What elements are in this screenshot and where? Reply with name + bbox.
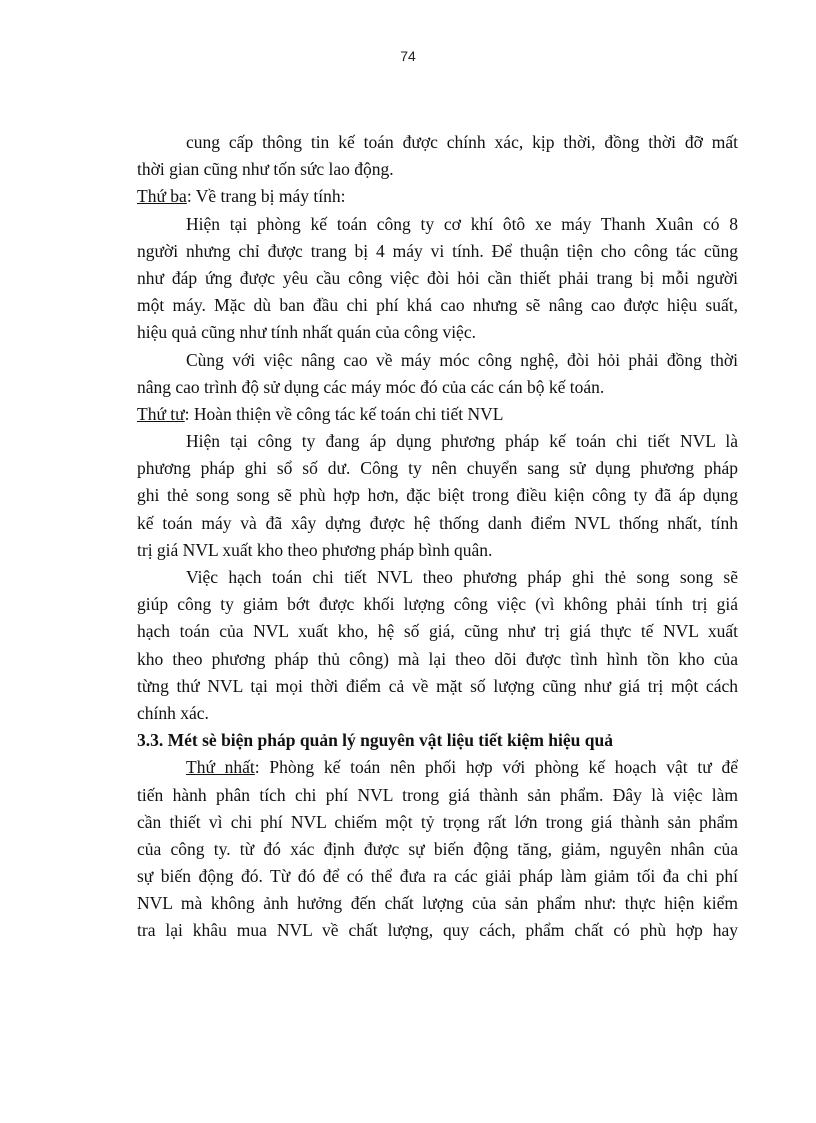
text-line: Việc hạch toán chi tiết NVL theo phương pháp ghi thẻ song song sẽ — [186, 567, 738, 587]
page-number: 74 — [400, 48, 416, 64]
text-line: giúp công ty giảm bớt được khối lượng công việc (vì không phải tính trị giá — [137, 594, 738, 615]
section-thu-ba — [137, 183, 738, 210]
text-line: ghi thẻ song song sẽ phù hợp hơn, đặc biệt trong điều kiện công ty đã áp dụng — [137, 485, 738, 506]
text-line: phương pháp ghi sổ số dư. Công ty nên chuyển sang sử dụng phương pháp — [137, 458, 738, 479]
text-line: hiệu quả cũng như tính nhất quán của công việc. — [137, 322, 476, 343]
text-line: cung cấp thông tin kế toán được chính xác, kịp thời, đồng thời đỡ mất — [186, 132, 738, 152]
text-line: kế toán máy và đã xây dựng được hệ thống danh điểm NVL thống nhất, tính — [137, 512, 738, 533]
section-thu-tu — [137, 401, 738, 428]
text-line: Hiện tại công ty đang áp dụng phương pháp kế toán chi tiết NVL là — [186, 431, 738, 452]
text-line: trị giá NVL xuất kho theo phương pháp bình quân. — [137, 539, 493, 560]
section-thu-nhat — [137, 754, 738, 781]
text-line: một máy. Mặc dù ban đầu chi phí khá cao nhưng sẽ nâng cao được hiệu suất, — [137, 295, 738, 316]
section-heading: 3.3. Mét sè biện pháp quản lý nguyên vật liệu tiết kiệm hiệu quả — [137, 730, 613, 751]
text-line: của công ty. từ đó xác định được sự biến động tăng, giảm, nguyên nhân của — [137, 838, 738, 859]
text-line: nâng cao trình độ sử dụng các máy móc đó của các cán bộ kế toán. — [137, 376, 605, 397]
text-line: kho theo phương pháp thủ công) mà lại theo dõi được tình hình tồn kho của — [137, 648, 738, 669]
section-label: Thứ nhất — [186, 757, 255, 778]
text-line: hạch toán của NVL xuất kho, hệ số giá, cũng như trị giá thực tế NVL xuất — [137, 621, 738, 642]
document-body — [137, 129, 738, 945]
text-line: sự biến động đó. Từ đó để có thể đưa ra các giải pháp làm giảm tối đa chi phí — [137, 866, 738, 887]
text-line: từng thứ NVL tại mọi thời điểm cả về mặt số lượng cũng như giá trị một cách — [137, 675, 738, 696]
text-line: tra lại khâu mua NVL về chất lượng, quy cách, phẩm chất có phù hợp hay — [137, 920, 738, 941]
section-title: : Phòng kế toán nên phối hợp với phòng kế hoạch vật tư để — [254, 757, 738, 778]
section-label: Thứ tư — [137, 403, 185, 424]
text-line: như đáp ứng được yêu cầu công việc đòi hỏi cần thiết phải trang bị mỗi người — [137, 267, 738, 288]
text-line: Cùng với việc nâng cao về máy móc công nghệ, đòi hỏi phải đồng thời — [186, 349, 738, 370]
section-label: Thứ ba — [137, 186, 187, 207]
section-title: : Về trang bị máy tính: — [186, 186, 346, 207]
text-line: chính xác. — [137, 702, 209, 723]
text-line: cần thiết vì chi phí NVL chiếm một tỷ trọng rất lớn trong giá thành sản phẩm — [137, 811, 738, 832]
text-line: Hiện tại phòng kế toán công ty cơ khí ôtô xe máy Thanh Xuân có 8 — [186, 213, 738, 234]
text-line: tiến hành phân tích chi phí NVL trong giá thành sản phẩm. Đây là việc làm — [137, 784, 738, 805]
text-line: người nhưng chỉ được trang bị 4 máy vi tính. Để thuận tiện cho công tác cũng — [137, 240, 738, 261]
section-title: : Hoàn thiện về công tác kế toán chi tiết NVL — [184, 403, 504, 424]
text-line: thời gian cũng như tốn sức lao động. — [137, 159, 394, 180]
text-line: NVL mà không ảnh hưởng đến chất lượng của sản phẩm như: thực hiện kiểm — [137, 893, 738, 914]
